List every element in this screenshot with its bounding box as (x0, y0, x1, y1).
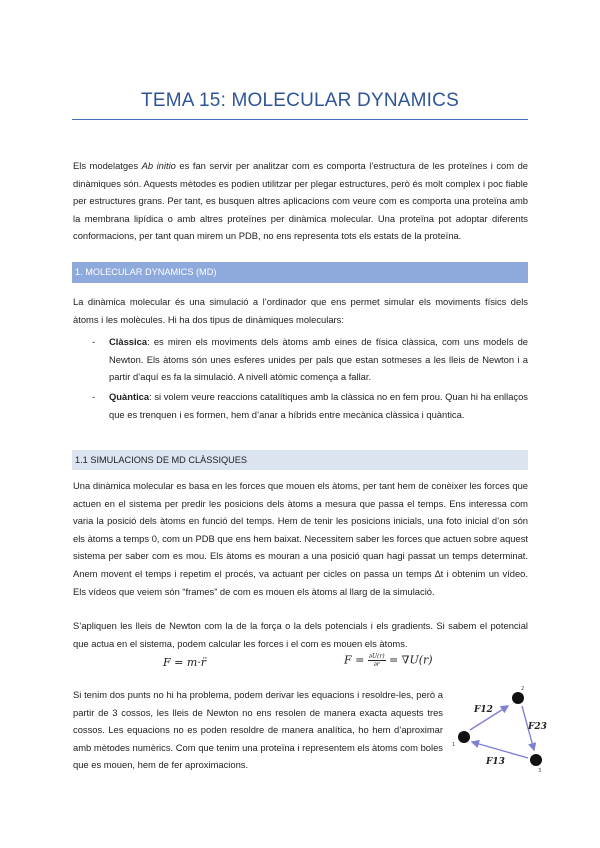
label-F12: F12 (474, 705, 493, 715)
section-heading-classical-md: 1.1 SIMULACIONS DE MD CLÀSSIQUES (72, 450, 528, 470)
label-F13: F13 (486, 757, 505, 767)
section1-intro: La dinàmica molecular és una simulació a l’ordinador que ens permet simular els moviments físics dels àtoms i les molècules. Hi ha dos tipus de dinàmiques moleculars: (73, 296, 528, 325)
equation-newton-force: F = m·r̈ (163, 656, 207, 669)
section2-paragraph-1: Una dinàmica molecular es basa en les forces que mouen els àtoms, per tant hem de conèixer les forces que actuen en el sistema per predir les posicions dels àtoms a mesura que passa el temps. Ens interessa com varia la posició dels àtoms en funció del temps. Hem de tenir les posicions inicials, una foto inicial d’on són els àtoms a temps 0, com un PDB que ens hem baixat. Necessitem saber les forces que actuen sobre aquest sistema per saber com es mou. Els àtoms es mouran a una posició quan hagi passat un temps determinat. Anem movent el temps i repetim el procés, va actuant per cicles on passa un temps ∆t i obtenim un vídeo. Els vídeos que veiem són “frames” de com es mouen els àtoms al llarg de la simulació. (73, 480, 528, 597)
intro-paragraph: Els modelatges Ab initio es fan servir per analitzar com es comporta l’estructura de les proteïnes i com de dinàmiques són. Aquests mètodes es podien utilitzar per plegar estructures, però és molt complex i poc fiable per estructures grans. Per tant, es busquen altres aplicacions com veure com es comporta una proteïna amb la membrana lipídica o amb altres proteïnes per dinàmica molecular. Una proteïna pot adoptar diferents conformacions, per tant quan mirem un PDB, no ens representa tots els estats de la proteïna. (73, 160, 529, 242)
node-label-1: 1 (452, 742, 456, 748)
label-F23: F23 (528, 722, 547, 732)
bullet-dash: - (92, 336, 96, 347)
three-body-force-diagram (446, 680, 556, 780)
node-label-2: 2 (521, 686, 525, 692)
section-heading-md: 1. MOLECULAR DYNAMICS (MD) (72, 262, 528, 283)
page-title: TEMA 15: MOLECULAR DYNAMICS (141, 90, 459, 111)
title-divider (72, 119, 528, 120)
body-2 (512, 692, 524, 704)
body-1 (458, 731, 470, 743)
bullet-classica: Clàssica: es miren els moviments dels àtoms amb eines de física clàssica, com uns models de Newton. Els àtoms són unes esferes unides per pals que estan sotmeses a les lleis de Newton i a partir d’aquí es fa la simulació. A nivell atòmic comença a fallar. (109, 336, 528, 383)
section2-paragraph-3: Si tenim dos punts no hi ha problema, podem derivar les equacions i resoldre-les, però a partir de 3 cossos, les lleis de Newton no ens resolen de manera exacta aquests tres cossos. Les equacions no es poden resoldre de manera analítica, ho hem d’aproximar amb mètodes numèrics. Com que tenim una proteïna i representem els àtoms com boles que es mouen, hem de fer aproximacions. (73, 689, 443, 771)
node-label-3: 3 (538, 768, 542, 774)
bullet-dash: - (92, 391, 96, 402)
section2-paragraph-2: S’apliquen les lleis de Newton com la de la força o la dels potencials i els gradients. Si sabem el potencial que actua en el sistema, podem calcular les forces i el com es mouen els àtoms. (73, 620, 528, 649)
body-3 (530, 754, 542, 766)
force-arrow-13 (472, 742, 528, 758)
equation-potential-gradient: F = $\frac{\partial U(r)}{\partial r}$ = ∇U(r) (344, 653, 433, 668)
bullet-quantica: Quàntica: si volem veure reaccions catalítiques amb la clàssica no en fem prou. Quan hi ha enllaços que es trenquen i es formen, hem d’anar a híbrids entre mecànica clàssica i quàntica. (109, 391, 528, 420)
